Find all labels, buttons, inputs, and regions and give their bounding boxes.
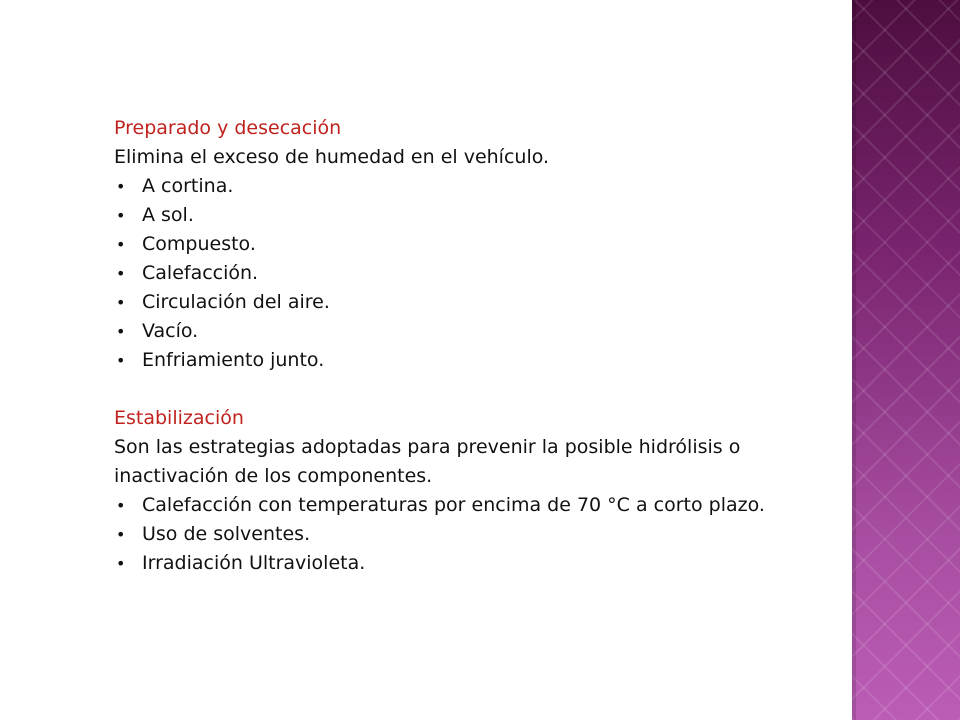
decorative-side-panel (852, 0, 960, 720)
bullet-icon: • (116, 351, 126, 370)
bullet-icon: • (116, 496, 126, 515)
list-item: • Circulación del aire. (114, 288, 834, 317)
list-item: • Calefacción con temperaturas por encima de 70 °C a corto plazo. (114, 491, 834, 520)
list-item: • A sol. (114, 201, 834, 230)
list-item: • Uso de solventes. (114, 520, 834, 549)
list-item: • Vacío. (114, 317, 834, 346)
bullet-icon: • (116, 554, 126, 573)
section-heading-preparado: Preparado y desecación (114, 117, 342, 139)
bullet-icon: • (116, 177, 126, 196)
bullet-icon: • (116, 206, 126, 225)
section-spacer (114, 375, 834, 404)
list-item: • Enfriamiento junto. (114, 346, 834, 375)
bullet-icon: • (116, 293, 126, 312)
bullet-list-preparado (114, 172, 834, 375)
slide-body (114, 114, 834, 578)
bullet-icon: • (116, 322, 126, 341)
section-intro-estabilizacion: Son las estrategias adoptadas para prevenir la posible hidrólisis o inactivación de los componentes. (114, 436, 741, 487)
list-item: • Compuesto. (114, 230, 834, 259)
list-item: • A cortina. (114, 172, 834, 201)
section-heading-estabilizacion: Estabilización (114, 407, 244, 429)
list-item: • Irradiación Ultravioleta. (114, 549, 834, 578)
bullet-icon: • (116, 525, 126, 544)
bullet-icon: • (116, 264, 126, 283)
bullet-icon: • (116, 235, 126, 254)
list-item: • Calefacción. (114, 259, 834, 288)
section-intro-preparado: Elimina el exceso de humedad en el vehículo. (114, 146, 550, 168)
bullet-list-estabilizacion (114, 491, 834, 578)
